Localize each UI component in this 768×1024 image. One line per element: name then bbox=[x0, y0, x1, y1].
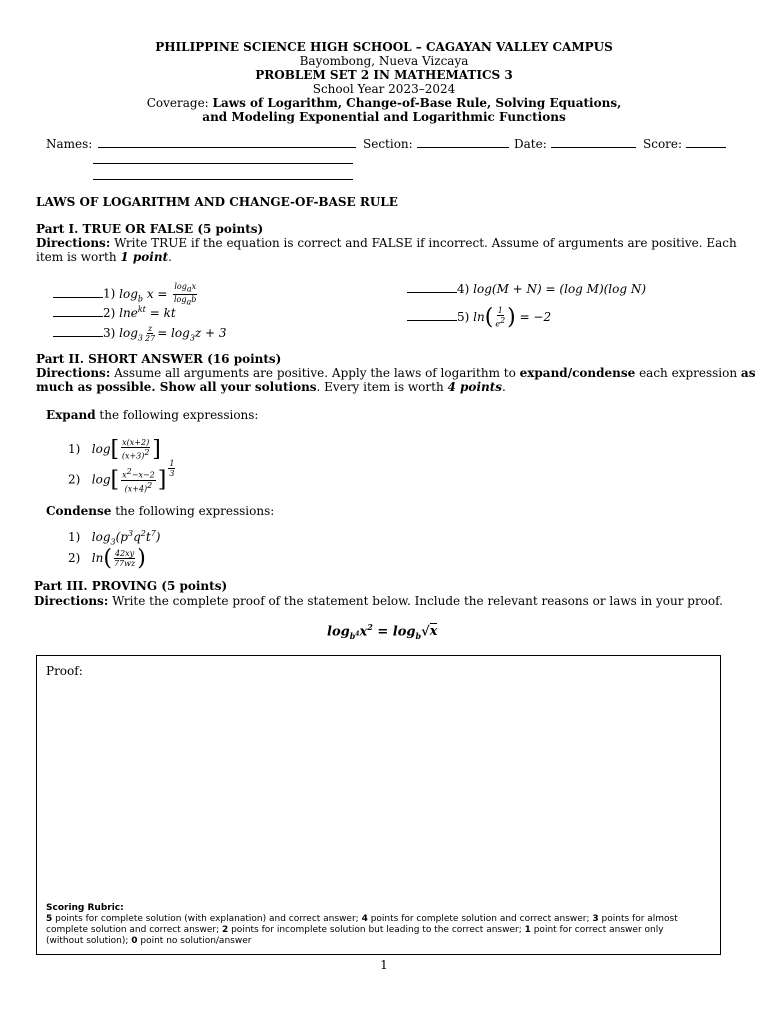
item-number: 1) bbox=[68, 442, 81, 456]
coverage-line1: Laws of Logarithm, Change-of-Base Rule, Solving Equations, bbox=[212, 96, 622, 110]
page-number: 1 bbox=[380, 958, 388, 972]
part2-directions bbox=[36, 366, 755, 380]
coverage-line2: and Modeling Exponential and Logarithmic Functions bbox=[202, 110, 566, 124]
part2-dir-f: . Every item is worth bbox=[316, 380, 448, 394]
score-field bbox=[643, 137, 726, 151]
proof-label: Proof: bbox=[46, 664, 83, 678]
part1-dir-text2: item is worth bbox=[36, 250, 121, 264]
expand-item-1: 1) log[ $\frac{x(x+2)}{(x+3)^2}$ ] bbox=[68, 437, 161, 462]
tf-item-3: 3) $\log_3$ $\frac{z}{27}$ = $\log_3z + 3$ bbox=[53, 324, 227, 343]
item-number: 1) bbox=[103, 286, 116, 301]
school-year: School Year 2023–2024 bbox=[312, 82, 456, 96]
part2-directions-2 bbox=[36, 380, 506, 394]
item-number: 2) bbox=[68, 551, 81, 565]
part2-dir-e: much as possible. Show all your solutions bbox=[36, 380, 317, 394]
names-line-3[interactable] bbox=[93, 169, 353, 180]
part1-directions bbox=[36, 236, 737, 250]
expand-rest: the following expressions: bbox=[95, 408, 259, 422]
section-line[interactable] bbox=[417, 137, 509, 148]
part1-dir-label: Directions: bbox=[36, 236, 111, 250]
date-line[interactable] bbox=[551, 137, 636, 148]
item-number: 3) bbox=[103, 326, 116, 340]
answer-blank[interactable] bbox=[53, 306, 103, 317]
expand-label: Expand bbox=[46, 408, 96, 422]
names-line-1[interactable] bbox=[98, 137, 356, 148]
part2-dir-a: Assume all arguments are positive. Apply the laws of logarithm to bbox=[110, 366, 520, 380]
section-label: Section: bbox=[363, 137, 413, 151]
part2-dir-label: Directions: bbox=[36, 366, 111, 380]
condense-label: Condense bbox=[46, 504, 112, 518]
section-title: LAWS OF LOGARITHM AND CHANGE-OF-BASE RULE bbox=[36, 195, 398, 209]
item-number: 1) bbox=[68, 530, 81, 544]
coverage-label: Coverage: bbox=[146, 96, 213, 110]
tf-item-2: 2) lne$^{kt}$ = kt bbox=[53, 305, 176, 320]
expand-heading bbox=[46, 408, 258, 422]
rubric-line-2: complete solution and correct answer; 2 points for incomplete solution but leading to the correct answer; 1 point for correct answer only bbox=[46, 925, 664, 935]
tf-item-1: 1) $\log_b x$ = $\frac{\log_ax}{\log_ab}$ bbox=[53, 282, 199, 306]
part2-dir-d: as bbox=[740, 366, 756, 380]
part2-dir-g: 4 points bbox=[447, 380, 503, 394]
part1-dir-text: Write TRUE if the equation is correct and FALSE if incorrect. Assume of arguments are positive. Each bbox=[110, 236, 737, 250]
date-label: Date: bbox=[514, 137, 547, 151]
part3-title: Part III. PROVING (5 points) bbox=[34, 579, 228, 593]
condense-rest: the following expressions: bbox=[111, 504, 275, 518]
school-location: Bayombong, Nueva Vizcaya bbox=[299, 54, 469, 68]
answer-blank[interactable] bbox=[407, 282, 457, 293]
item-number: 5) bbox=[457, 310, 470, 324]
part2-dir-b: expand/condense bbox=[519, 366, 636, 380]
school-name: PHILIPPINE SCIENCE HIGH SCHOOL – CAGAYAN VALLEY CAMPUS bbox=[155, 40, 613, 54]
tf-item-4: 4) log(M + N) = (log M)(log N) bbox=[407, 282, 646, 296]
tf-item-5: 5) ln( $\frac{1}{e^2}$ ) = −2 bbox=[407, 305, 551, 330]
date-field bbox=[514, 137, 636, 151]
part1-directions-2 bbox=[36, 250, 172, 264]
names-field bbox=[46, 137, 356, 151]
condense-item-2: 2) ln( $\frac{42xy}{77wz}$ ) bbox=[68, 546, 146, 571]
rubric-line-1: 5 points for complete solution (with explanation) and correct answer; 4 points for complete solution and correct answer; 3 points for almost bbox=[46, 914, 678, 924]
expand-item-2: 2) log[ $\frac{x^2-x-2}{(x+4)^2}$ ] $^{\frac{1}{3}}$ bbox=[68, 459, 175, 494]
answer-blank[interactable] bbox=[53, 287, 103, 298]
score-line[interactable] bbox=[686, 137, 726, 148]
coverage bbox=[0, 96, 768, 110]
rubric-line-3: (without solution); 0 point no solution/answer bbox=[46, 936, 252, 946]
proof-box[interactable] bbox=[36, 655, 721, 955]
part2-title: Part II. SHORT ANSWER (16 points) bbox=[36, 352, 282, 366]
answer-blank[interactable] bbox=[53, 326, 103, 337]
part3-dir-label: Directions: bbox=[34, 594, 109, 608]
item-number: 2) bbox=[68, 472, 81, 487]
part2-dir-h: . bbox=[502, 380, 506, 394]
part1-dir-end: . bbox=[168, 250, 172, 264]
document-title: PROBLEM SET 2 IN MATHEMATICS 3 bbox=[255, 68, 513, 82]
proof-statement: $\log_{b^4}x^2 = \log_b√x$ bbox=[327, 622, 438, 641]
names-line-2[interactable] bbox=[93, 153, 353, 164]
answer-blank[interactable] bbox=[407, 310, 457, 321]
item-number: 2) bbox=[103, 306, 116, 320]
part3-dir-text: Write the complete proof of the statement below. Include the relevant reasons or laws in your proof. bbox=[108, 594, 723, 608]
rubric-title: Scoring Rubric: bbox=[46, 903, 124, 913]
condense-heading bbox=[46, 504, 274, 518]
item-number: 4) bbox=[457, 282, 470, 296]
condense-item-1: 1) $\log_3(p^3q^2t^7)$ bbox=[68, 529, 161, 547]
part1-title: Part I. TRUE OR FALSE (5 points) bbox=[36, 222, 264, 236]
part1-dir-emph: 1 point bbox=[120, 250, 169, 264]
part2-dir-c: each expression bbox=[635, 366, 741, 380]
part3-directions bbox=[34, 594, 723, 608]
score-label: Score: bbox=[643, 137, 683, 151]
section-field bbox=[363, 137, 509, 151]
names-label: Names: bbox=[46, 137, 93, 151]
